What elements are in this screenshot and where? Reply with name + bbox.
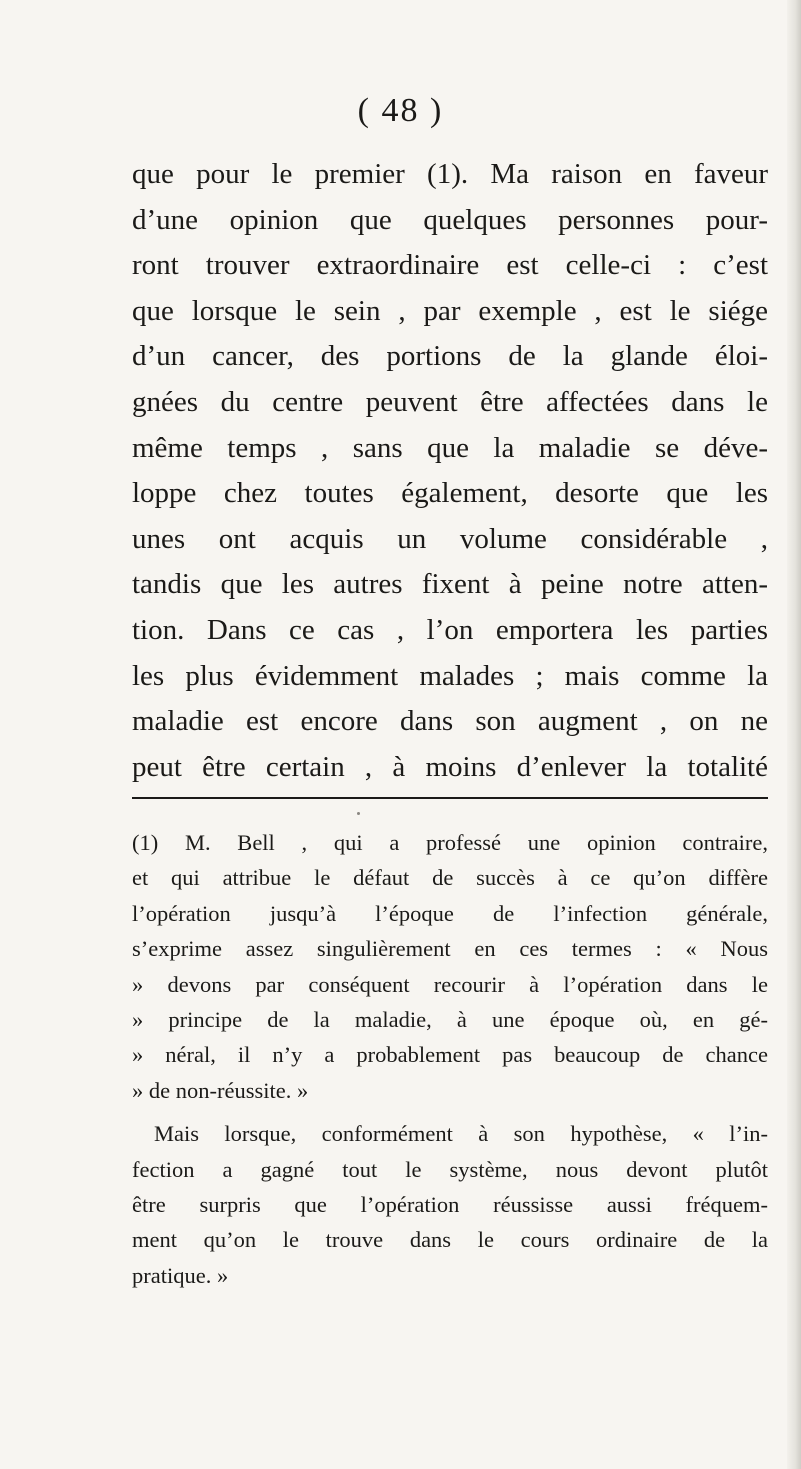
footnote [132,825,768,1293]
footnote-line: » principe de la maladie, à une époque où, en gé- [132,1007,768,1033]
footnote-line: ment qu’on le trouve dans le cours ordinaire de la [132,1227,768,1253]
page-edge-shadow [787,0,801,1469]
text-line: tion. Dans ce cas , l’on emportera les parties [132,613,768,646]
footnote-line: (1) M. Bell , qui a professé une opinion contraire, [132,830,768,855]
text-line: que pour le premier (1). Ma raison en faveur [132,158,768,190]
page-number: ( 48 ) [357,92,444,129]
text-line: ront trouver extraordinaire est celle-ci : c’est [132,249,768,282]
text-line: d’une opinion que quelques personnes pour- [132,203,768,236]
footnote-divider [132,797,768,799]
footnote-line: s’exprime assez singulièrement en ces termes : « Nous [132,936,768,962]
footnote-line: Mais lorsque, conformément à son hypothèse, « l’in- [154,1121,768,1147]
text-line: même temps , sans que la maladie se déve- [132,431,768,464]
text-line: que lorsque le sein , par exemple , est le siége [132,294,768,327]
text-line: unes ont acquis un volume considérable , [132,522,768,555]
footnote-line: pratique. » [132,1262,229,1288]
text-line: les plus évidemment malades ; mais comme la [132,659,768,692]
ink-speck [357,812,360,815]
text-line: maladie est encore dans son augment , on ne [132,705,768,738]
text-line: peut être certain , à moins d’enlever la totalité [132,750,768,783]
text-line: gnées du centre peuvent être affectées dans le [132,385,768,418]
text-line: d’un cancer, des portions de la glande éloi- [132,340,768,373]
footnote-line: être surpris que l’opération réussisse aussi fréquem- [132,1192,768,1218]
footnote-line: fection a gagné tout le système, nous devont plutôt [132,1156,768,1182]
footnote-line: et qui attribue le défaut de succès à ce qu’on diffère [132,865,768,891]
footnote-line: » néral, il n’y a probablement pas beaucoup de chance [132,1042,768,1068]
text-line: tandis que les autres fixent à peine notre atten- [132,568,768,601]
text-line: loppe chez toutes également, desorte que les [132,477,768,510]
footnote-line: » de non-réussite. » [132,1077,309,1103]
footnote-line: » devons par conséquent recourir à l’opération dans le [132,971,768,997]
footnote-line: l’opération jusqu’à l’époque de l’infection générale, [132,900,768,926]
main-text [132,152,768,790]
